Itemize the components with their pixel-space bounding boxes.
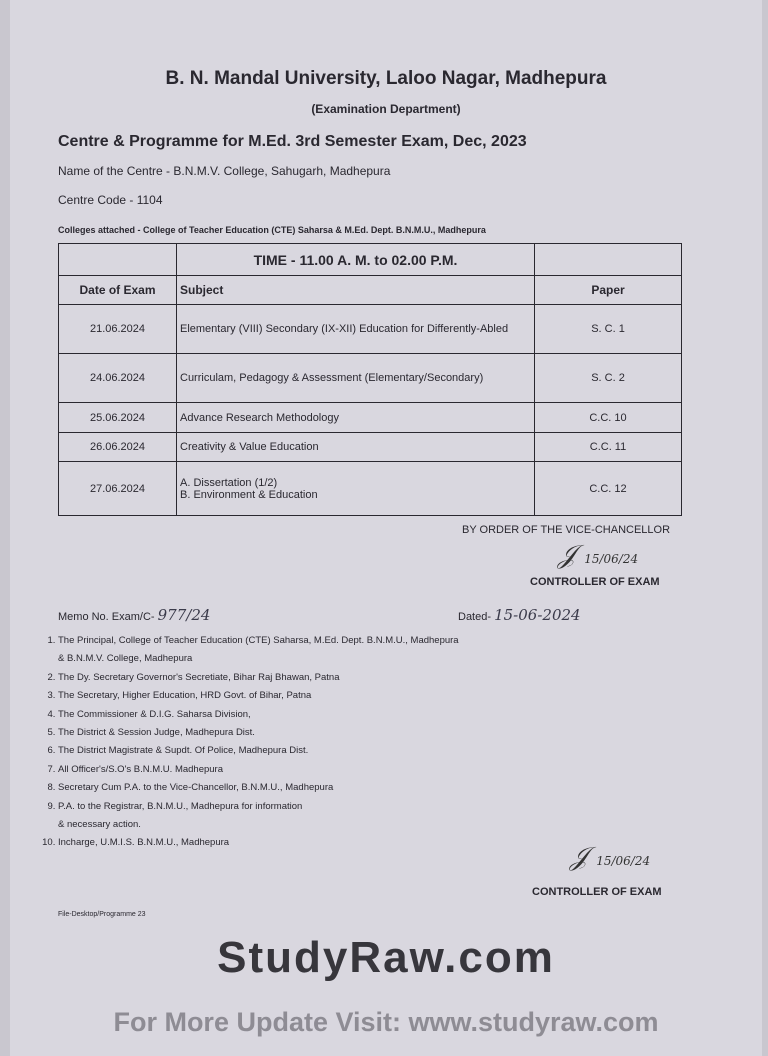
university-name: B. N. Mandal University, Laloo Nagar, Madhepura [165,68,607,89]
centre-name: Name of the Centre - B.N.M.V. College, Sahugarh, Madhepura [58,164,391,178]
table-row: 26.06.2024 Creativity & Value Education C.C. 11 [59,433,682,462]
watermark: StudyRaw.com [217,933,555,982]
exam-schedule-table [58,243,682,516]
header-date: Date of Exam [59,276,177,305]
centre-code: Centre Code - 1104 [58,193,163,207]
distribution-list: 1. The Principal, College of Teacher Education (CTE) Saharsa, M.Ed. Dept. B.N.M.U., Madhepura & B.N.M.V. College, Madhepura 2. The Dy. Secretary Governor's Secretiate, Bihar Raj Bhawan, Patna 3. The Secretary, Higher Education, HRD Govt. of Bihar, Patna 4. The Commissioner & D.I.G. Saharsa Division, 5. The District & Session Judge, Madhepura Dist. 6. The District Magistrate & Supdt. Of Police, Madhepura Dist. 7. All Officer's/S.O's B.N.M.U. Madhepura 8. Secretary Cum P.A. to the Vice-Chancellor, B.N.M.U., Madhepura 9. P.A. to the Registrar, B.N.M.U., Madhepura for information & necessary action. 10. Incharge, U.M.I.S. B.N.M.U., Madhepura [38,632,459,853]
signature-2: 𝒥 15/06/24 [570,842,651,872]
memo-number: Memo No. Exam/C- 977/24 [58,606,211,624]
table-row: 27.06.2024 A. Dissertation (1/2) B. Environment & Education C.C. 12 [59,462,682,516]
colleges-attached: Colleges attached - College of Teacher Education (CTE) Saharsa & M.Ed. Dept. B.N.M.U., Madhepura [58,225,486,235]
footer-link[interactable]: For More Update Visit: www.studyraw.com [113,1007,659,1037]
header-subject: Subject [177,276,535,305]
order-line: BY ORDER OF THE VICE-CHANCELLOR [462,524,671,536]
document-page [10,0,762,1056]
exam-time: TIME - 11.00 A. M. to 02.00 P.M. [177,244,535,276]
table-row: 25.06.2024 Advance Research Methodology C.C. 10 [59,403,682,433]
department: (Examination Department) [311,102,461,116]
file-path: File-Desktop/Programme 23 [58,911,146,918]
signature: 𝒥 15/06/24 [558,540,639,570]
memo-date: Dated- 15-06-2024 [458,606,581,624]
controller-title: CONTROLLER OF EXAM [530,576,660,588]
controller-title-2: CONTROLLER OF EXAM [532,886,662,898]
table-row: 24.06.2024 Curriculam, Pedagogy & Assessment (Elementary/Secondary) S. C. 2 [59,354,682,403]
header-paper: Paper [535,276,682,305]
document-title: Centre & Programme for M.Ed. 3rd Semester Exam, Dec, 2023 [58,133,527,150]
table-row: 21.06.2024 Elementary (VIII) Secondary (IX-XII) Education for Differently-Abled S. C. 1 [59,305,682,354]
